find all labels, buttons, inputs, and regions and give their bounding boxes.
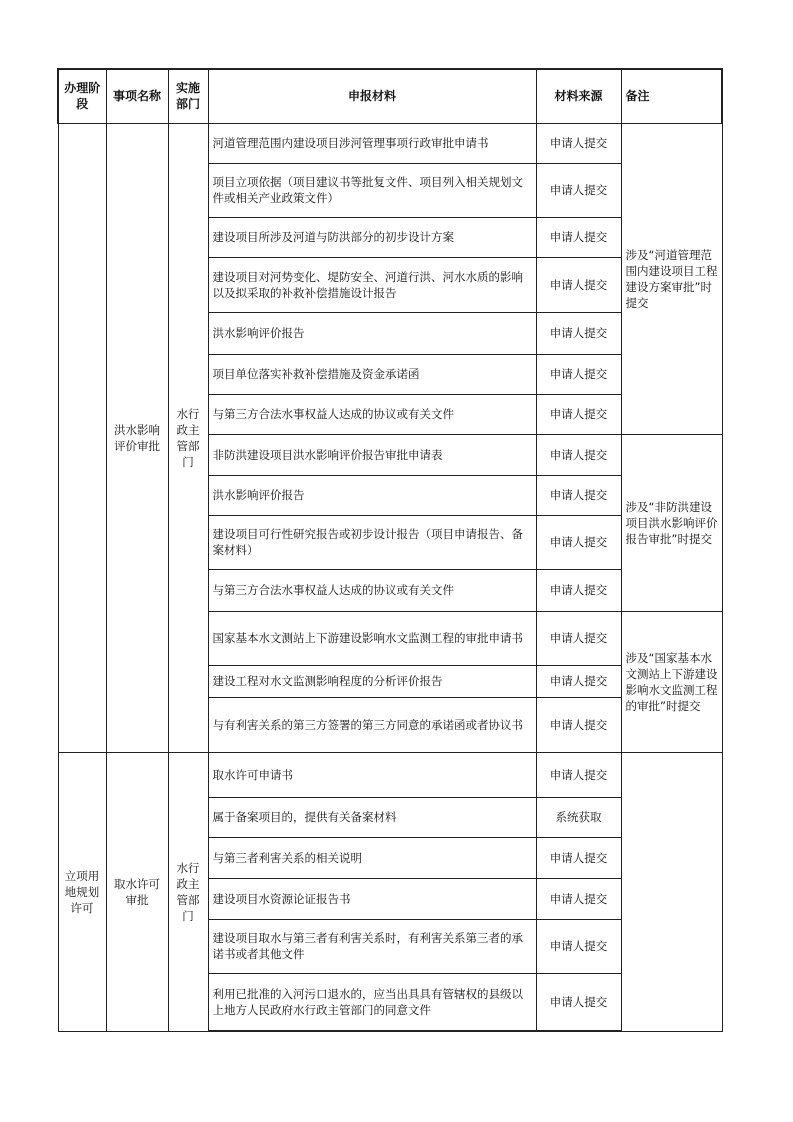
source-cell: 申请人提交 — [536, 394, 621, 434]
header-source: 材料来源 — [536, 69, 621, 123]
table-row — [58, 123, 722, 163]
material-cell: 国家基本水文测站上下游建设影响水文监测工程的审批申请书 — [208, 611, 536, 665]
source-cell: 申请人提交 — [536, 515, 621, 569]
source-cell: 申请人提交 — [536, 665, 621, 697]
group1-remark-cell-1: 涉及“河道管理范围内建设项目工程建设方案审批”时提交 — [621, 123, 722, 434]
source-cell: 系统获取 — [536, 797, 621, 837]
material-cell: 与有利害关系的第三方签署的第三方同意的承诺函或者协议书 — [208, 697, 536, 752]
material-cell: 与第三方合法水事权益人达成的协议或有关文件 — [208, 569, 536, 611]
material-cell: 取水许可申请书 — [208, 752, 536, 797]
material-cell: 建设项目取水与第三者有利害关系时，有利害关系第三者的承诺书或者其他文件 — [208, 919, 536, 973]
source-cell: 申请人提交 — [536, 354, 621, 394]
header-material: 申报材料 — [208, 69, 536, 123]
material-cell: 建设项目可行性研究报告或初步设计报告（项目申请报告、备案材料） — [208, 515, 536, 569]
source-cell: 申请人提交 — [536, 837, 621, 878]
source-cell: 申请人提交 — [536, 475, 621, 515]
source-cell: 申请人提交 — [536, 217, 621, 257]
group1-stage-cell — [58, 123, 106, 752]
materials-table — [57, 68, 723, 1032]
material-cell: 项目立项依据（项目建议书等批复文件、项目列入相关规划文件或相关产业政策文件） — [208, 163, 536, 217]
material-cell: 建设工程对水文监测影响程度的分析评价报告 — [208, 665, 536, 697]
material-cell: 洪水影响评价报告 — [208, 475, 536, 515]
material-cell: 建设项目水资源论证报告书 — [208, 878, 536, 919]
material-cell: 项目单位落实补救补偿措施及资金承诺函 — [208, 354, 536, 394]
group1-item-cell: 洪水影响评价审批 — [106, 123, 168, 752]
source-cell: 申请人提交 — [536, 569, 621, 611]
table-header — [58, 69, 722, 123]
source-cell: 申请人提交 — [536, 611, 621, 665]
group1-remark-cell-3: 涉及“国家基本水文测站上下游建设影响水文监测工程的审批”时提交 — [621, 611, 722, 752]
source-cell: 申请人提交 — [536, 312, 621, 354]
material-cell: 洪水影响评价报告 — [208, 312, 536, 354]
group2-dept-cell: 水行政主管部门 — [168, 752, 208, 1031]
header-dept: 实施部门 — [168, 69, 208, 123]
source-cell: 申请人提交 — [536, 878, 621, 919]
header-remark: 备注 — [621, 69, 722, 123]
source-cell: 申请人提交 — [536, 434, 621, 475]
group1-dept-cell: 水行政主管部门 — [168, 123, 208, 752]
material-cell: 利用已批准的入河污口退水的，应当出具具有管辖权的县级以上地方人民政府水行政主管部门的同意文件 — [208, 973, 536, 1031]
material-cell: 河道管理范围内建设项目涉河管理事项行政审批申请书 — [208, 123, 536, 163]
source-cell: 申请人提交 — [536, 919, 621, 973]
source-cell: 申请人提交 — [536, 163, 621, 217]
material-cell: 属于备案项目的，提供有关备案材料 — [208, 797, 536, 837]
table-row — [58, 752, 722, 797]
source-cell: 申请人提交 — [536, 697, 621, 752]
material-cell: 建设项目所涉及河道与防洪部分的初步设计方案 — [208, 217, 536, 257]
header-stage: 办理阶段 — [58, 69, 106, 123]
source-cell: 申请人提交 — [536, 973, 621, 1031]
group2-remark-cell — [621, 752, 722, 1031]
material-cell: 与第三者利害关系的相关说明 — [208, 837, 536, 878]
material-cell: 建设项目对河势变化、堤防安全、河道行洪、河水水质的影响以及拟采取的补救补偿措施设计报告 — [208, 257, 536, 312]
material-cell: 与第三方合法水事权益人达成的协议或有关文件 — [208, 394, 536, 434]
header-item: 事项名称 — [106, 69, 168, 123]
material-cell: 非防洪建设项目洪水影响评价报告审批申请表 — [208, 434, 536, 475]
group2-stage-cell: 立项用地规划许可 — [58, 752, 106, 1031]
group2-item-cell: 取水许可审批 — [106, 752, 168, 1031]
source-cell: 申请人提交 — [536, 123, 621, 163]
source-cell: 申请人提交 — [536, 752, 621, 797]
group1-remark-cell-2: 涉及“非防洪建设项目洪水影响评价报告审批”时提交 — [621, 434, 722, 611]
table-body — [58, 123, 722, 1031]
source-cell: 申请人提交 — [536, 257, 621, 312]
